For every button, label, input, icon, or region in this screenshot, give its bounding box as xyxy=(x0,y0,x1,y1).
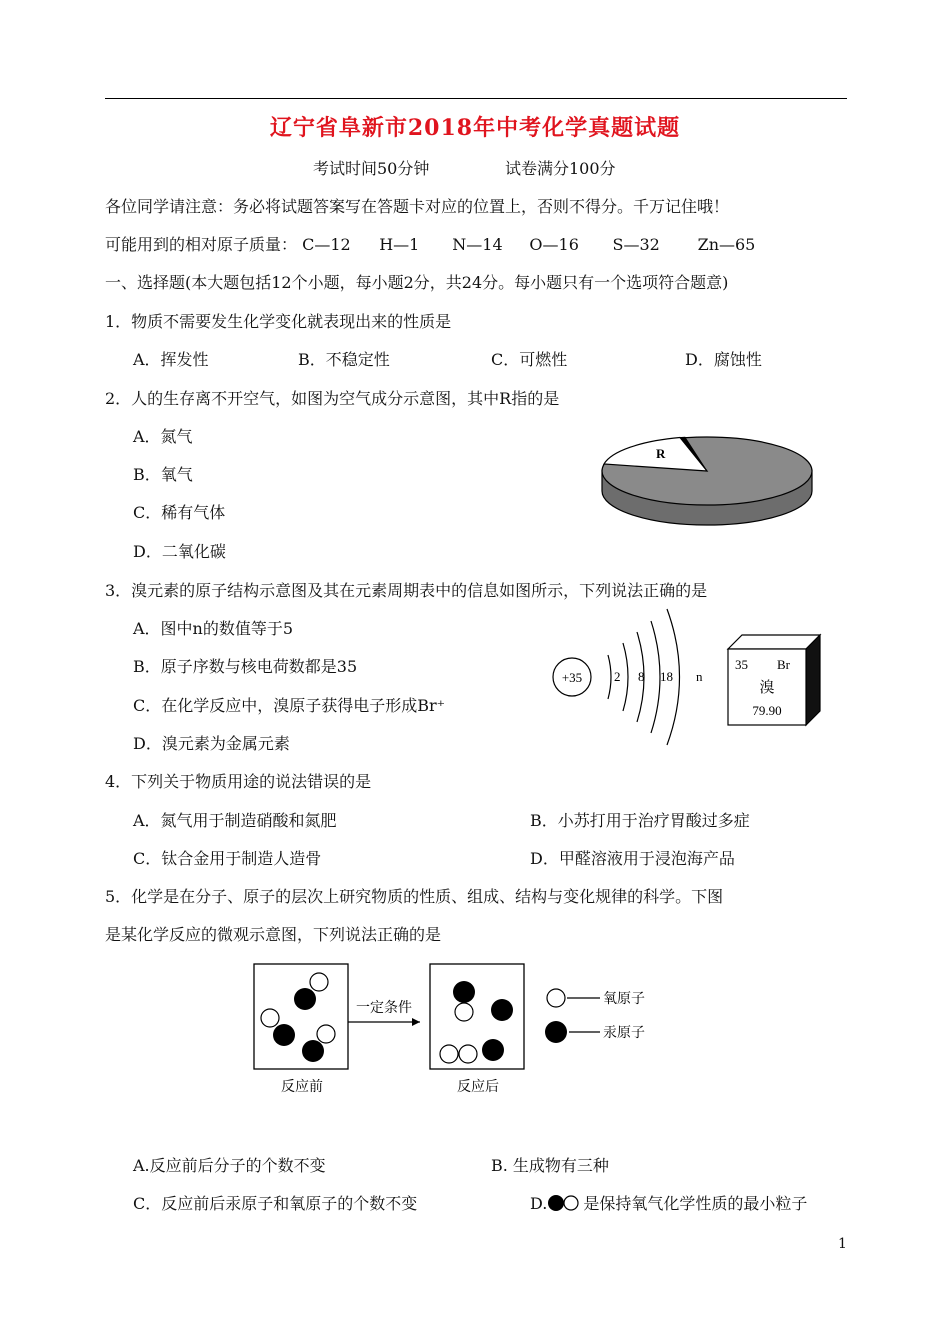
q5-option-b: B. 生成物有三种 xyxy=(491,1156,609,1175)
air-composition-pie xyxy=(598,427,818,527)
exam-time: 考试时间50分钟 xyxy=(313,159,430,178)
after-label: 反应后 xyxy=(457,1080,499,1095)
q3-option-a: A．图中n的数值等于5 xyxy=(133,619,294,638)
nucleus-charge: +35 xyxy=(561,670,583,685)
legend-mercury-icon xyxy=(545,1021,567,1043)
shell-arc-2 xyxy=(623,643,628,711)
q3-stem: 3．溴元素的原子结构示意图及其在元素周期表中的信息如图所示，下列说法正确的是 xyxy=(105,581,708,600)
q4-stem: 4．下列关于物质用途的说法错误的是 xyxy=(105,772,372,791)
q3-option-b: B．原子序数与核电荷数都是35 xyxy=(133,657,358,676)
q3-option-c: C．在化学反应中，溴原子获得电子形成Br⁺ xyxy=(133,696,446,715)
shell-arc-4 xyxy=(651,621,660,733)
q5-stem-line2: 是某化学反应的微观示意图，下列说法正确的是 xyxy=(105,925,442,944)
shell-count-3: 18 xyxy=(660,669,673,684)
page-title: 辽宁省阜新市2018年中考化学真题试题 xyxy=(269,115,681,141)
shell-count-2: 8 xyxy=(638,669,645,684)
section-heading: 一、选择题(本大题包括12个小题，每小题2分，共24分。每小题只有一个选项符合题意) xyxy=(105,273,729,292)
mercury-atom xyxy=(294,988,316,1010)
card-side xyxy=(806,635,820,725)
exam-score: 试卷满分100分 xyxy=(505,159,616,178)
q4-option-a: A．氮气用于制造硝酸和氮肥 xyxy=(133,811,337,830)
q5-option-d-text: 是保持氧气化学性质的最小粒子 xyxy=(583,1194,808,1213)
mercury-atom xyxy=(273,1024,295,1046)
q2-stem: 2．人的生存离不开空气，如图为空气成分示意图，其中R指的是 xyxy=(105,389,560,408)
oxygen-atom xyxy=(459,1045,477,1063)
q5-stem-line1: 5．化学是在分子、原子的层次上研究物质的性质、组成、结构与变化规律的科学。下图 xyxy=(105,887,724,906)
q3-option-d: D．溴元素为金属元素 xyxy=(133,734,290,753)
mass-n: N—14 xyxy=(452,235,503,254)
q1-option-d: D．腐蚀性 xyxy=(685,350,762,369)
before-label: 反应前 xyxy=(281,1080,323,1095)
hgo-molecule-icon xyxy=(547,1194,583,1212)
reaction-arrow-head xyxy=(412,1018,420,1026)
pie-label-r: R xyxy=(656,446,666,461)
q1-option-b: B．不稳定性 xyxy=(298,350,390,369)
notice: 各位同学请注意：务必将试题答案写在答题卡对应的位置上，否则不得分。千万记住哦！ xyxy=(105,197,730,216)
oxygen-atom xyxy=(455,1003,473,1021)
q1-option-c: C．可燃性 xyxy=(491,350,568,369)
card-top xyxy=(728,635,820,649)
q5-option-c: C．反应前后汞原子和氧原子的个数不变 xyxy=(133,1194,418,1213)
oxygen-atom xyxy=(317,1025,335,1043)
atomic-masses-label: 可能用到的相对原子质量： xyxy=(105,235,298,254)
q4-option-b: B．小苏打用于治疗胃酸过多症 xyxy=(530,811,750,830)
legend-mercury-label: 汞原子 xyxy=(603,1026,645,1041)
oxygen-atom xyxy=(310,973,328,991)
mass-h: H—1 xyxy=(379,235,420,254)
element-card-br xyxy=(722,631,827,727)
atomic-number: 35 xyxy=(735,657,748,672)
q4-option-c: C．钛合金用于制造人造骨 xyxy=(133,849,322,868)
mass-zn: Zn—65 xyxy=(697,235,756,254)
top-rule xyxy=(105,98,847,99)
q1-option-a: A．挥发性 xyxy=(133,350,209,369)
q2-option-d: D．二氧化碳 xyxy=(133,542,226,561)
reaction-condition: 一定条件 xyxy=(356,1001,412,1016)
mass-s: S—32 xyxy=(612,235,660,254)
shell-count-1: 2 xyxy=(614,669,621,684)
page-number: 1 xyxy=(838,1236,847,1252)
q2-option-a: A．氮气 xyxy=(133,427,193,446)
legend-oxygen-label: 氧原子 xyxy=(603,992,645,1007)
q1-stem: 1．物质不需要发生化学变化就表现出来的性质是 xyxy=(105,312,452,331)
q5-option-a: A.反应前后分子的个数不变 xyxy=(133,1156,326,1175)
mass-c: C—12 xyxy=(302,235,351,254)
oxygen-atom xyxy=(261,1009,279,1027)
element-name: 溴 xyxy=(759,680,775,696)
mass-o: O—16 xyxy=(529,235,579,254)
oxygen-atom xyxy=(564,1196,578,1210)
element-symbol: Br xyxy=(777,657,790,672)
q2-option-c: C．稀有气体 xyxy=(133,503,226,522)
q2-option-b: B．氧气 xyxy=(133,465,193,484)
mercury-atom xyxy=(482,1039,504,1061)
shell-count-4: n xyxy=(696,669,703,684)
q5-option-d xyxy=(530,1191,807,1214)
mercury-atom xyxy=(453,981,475,1003)
bromine-atom-structure xyxy=(550,605,730,750)
reaction-diagram xyxy=(250,960,670,1100)
mercury-atom xyxy=(302,1040,324,1062)
mercury-atom xyxy=(548,1195,564,1211)
mercury-atom xyxy=(491,999,513,1021)
q5-option-d-letter: D. xyxy=(530,1194,548,1213)
atomic-masses xyxy=(105,232,755,255)
q4-option-d: D．甲醛溶液用于浸泡海产品 xyxy=(530,849,735,868)
shell-arc-1 xyxy=(608,655,611,699)
oxygen-atom xyxy=(440,1045,458,1063)
atomic-mass: 79.90 xyxy=(752,703,782,718)
legend-oxygen-icon xyxy=(547,989,565,1007)
